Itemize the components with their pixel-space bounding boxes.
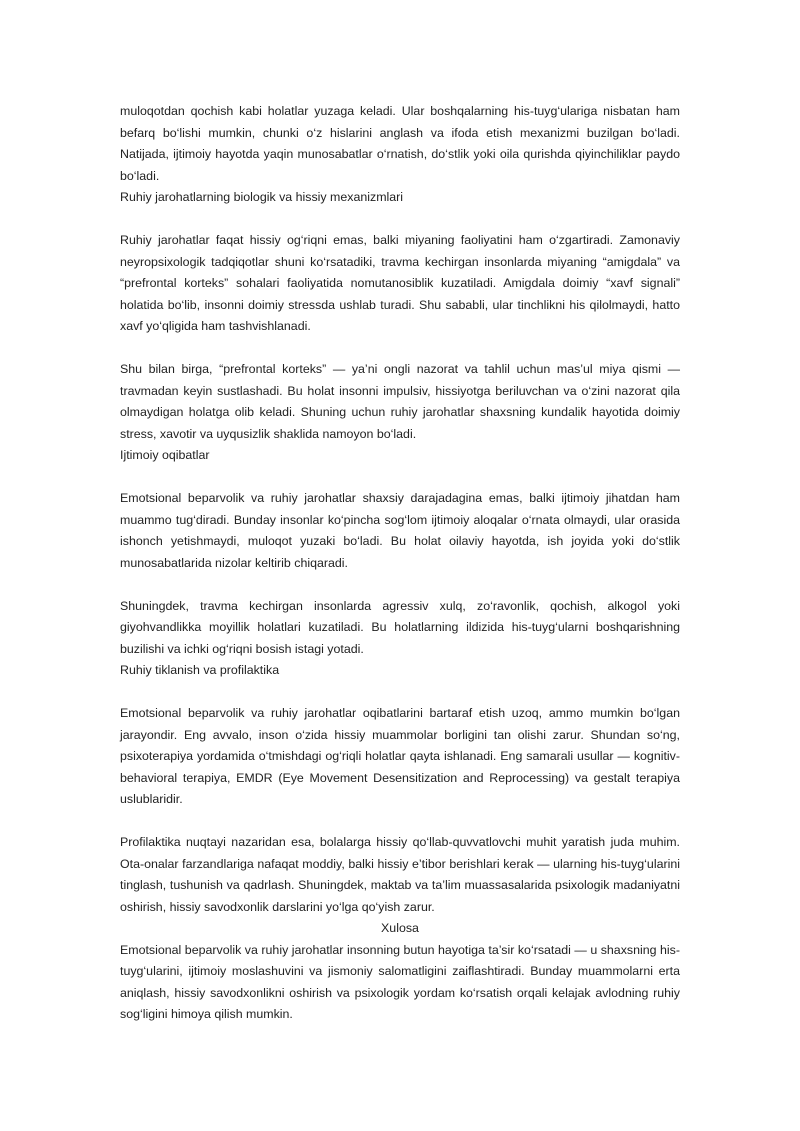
paragraph-behavior-risks: Shuningdek, travma kechirgan insonlarda agressiv xulq, zo‘ravonlik, qochish, alkogol yoki giyohvandlikka moyillik holatlari kuzatiladi. Bu holatlarning ildizida his-tuyg‘ularni boshqarishning buzilishi va ichki og‘riqni bosish istagi yotadi.: [120, 598, 680, 656]
section-heading-social-consequences: Ijtimoiy oqibatlar: [120, 448, 210, 462]
paragraph-spacer: [120, 209, 680, 231]
document-page: [120, 101, 680, 1026]
paragraph-spacer: [120, 574, 680, 596]
paragraph-social-problems: Emotsional beparvolik va ruhiy jarohatlar shaxsiy darajadagina emas, balki ijtimoiy jihatdan ham muammo tug‘diradi. Bunday insonlar ko‘pincha sog‘lom ijtimoiy aloqalar o‘rnata olmaydi, ular orasida ishonch yetishmaydi, muloqot yuzaki bo‘ladi. Bu holat oilaviy hayotda, ish joyida yoki do‘stlik munosabatlarida nizolar keltirib chiqaradi.: [120, 491, 680, 570]
paragraph-recovery-process: Emotsional beparvolik va ruhiy jarohatlar oqibatlarini bartaraf etish uzoq, ammo mumkin bo‘lgan jarayondir. Eng avvalo, inson o‘zida hissiy muammolar borligini tan olishi zarur. Shundan so‘ng, psixoterapiya yordamida o‘tmishdagi og‘riqli holatlar qayta ishlanadi. Eng samarali usullar — kognitiv-behavioral terapiya, EMDR (Eye Movement Desensitization and Reprocessing) va gestalt terapiya uslublaridir.: [120, 706, 680, 806]
paragraph-brain-activity: Ruhiy jarohatlar faqat hissiy og‘riqni emas, balki miyaning faoliyatini ham o‘zgartiradi. Zamonaviy neyropsixologik tadqiqotlar shuni ko‘rsatadiki, travma kechirgan insonlarda miyaning “amigdala” va “prefrontal korteks” sohalari faoliyatida nomutanosiblik kuzatiladi. Amigdala doimiy “xavf signali” holatida bo‘lib, insonni doimiy stressda ushlab turadi. Shu sababli, ular tinchlikni his qilolmaydi, hatto xavf yo‘qligida ham tashvishlanadi.: [120, 233, 680, 333]
paragraph-spacer: [120, 682, 680, 704]
paragraph-spacer: [120, 338, 680, 360]
paragraph-spacer: [120, 467, 680, 489]
paragraph-conclusion: Emotsional beparvolik va ruhiy jarohatlar insonning butun hayotiga ta’sir ko‘rsatadi — u shaxsning his-tuyg‘ularini, ijtimoiy moslashuvini va jismoniy salomatligini zaiflashtiradi. Bunday muammolarni erta aniqlash, hissiy savodxonlikni oshirish va psixologik yordam ko‘rsatish orqali kelajak avlodning ruhiy sog‘ligini himoya qilish mumkin.: [120, 942, 680, 1021]
paragraph-prevention: Profilaktika nuqtayi nazaridan esa, bolalarga hissiy qo‘llab-quvvatlovchi muhit yaratish juda muhim. Ota-onalar farzandlariga nafaqat moddiy, balki hissiy e’tibor berishlari kerak — ularning his-tuyg‘ularini tinglash, tushunish va qadrlash. Shuningdek, maktab va ta’lim muassasalarida psixologik madaniyatni oshirish, hissiy savodxonlik darslarini yo‘lga qo‘yish zarur.: [120, 835, 680, 914]
paragraph-spacer: [120, 811, 680, 833]
section-heading-conclusion: Xulosa: [381, 921, 419, 935]
section-heading-biological-mechanisms: Ruhiy jarohatlarning biologik va hissiy mexanizmlari: [120, 190, 404, 204]
paragraph-intro: muloqotdan qochish kabi holatlar yuzaga keladi. Ular boshqalarning his-tuyg‘ulariga nisbatan ham befarq bo‘lishi mumkin, chunki o‘z hislarini anglash va ifoda etish mexanizmi buzilgan bo‘ladi. Natijada, ijtimoiy hayotda yaqin munosabatlar o‘rnatish, do‘stlik yoki oila qurishda qiyinchiliklar paydo bo‘ladi.: [120, 104, 680, 183]
section-heading-recovery-prevention: Ruhiy tiklanish va profilaktika: [120, 663, 280, 677]
paragraph-prefrontal-cortex: Shu bilan birga, “prefrontal korteks” — ya’ni ongli nazorat va tahlil uchun mas’ul miya qismi — travmadan keyin sustlashadi. Bu holat insonni impulsiv, hissiyotga beriluvchan va o‘zini nazorat qila olmaydigan holatga olib keladi. Shuning uchun ruhiy jarohatlar shaxsning kundalik hayotida doimiy stress, xavotir va uyqusizlik shaklida namoyon bo‘ladi.: [120, 362, 680, 441]
